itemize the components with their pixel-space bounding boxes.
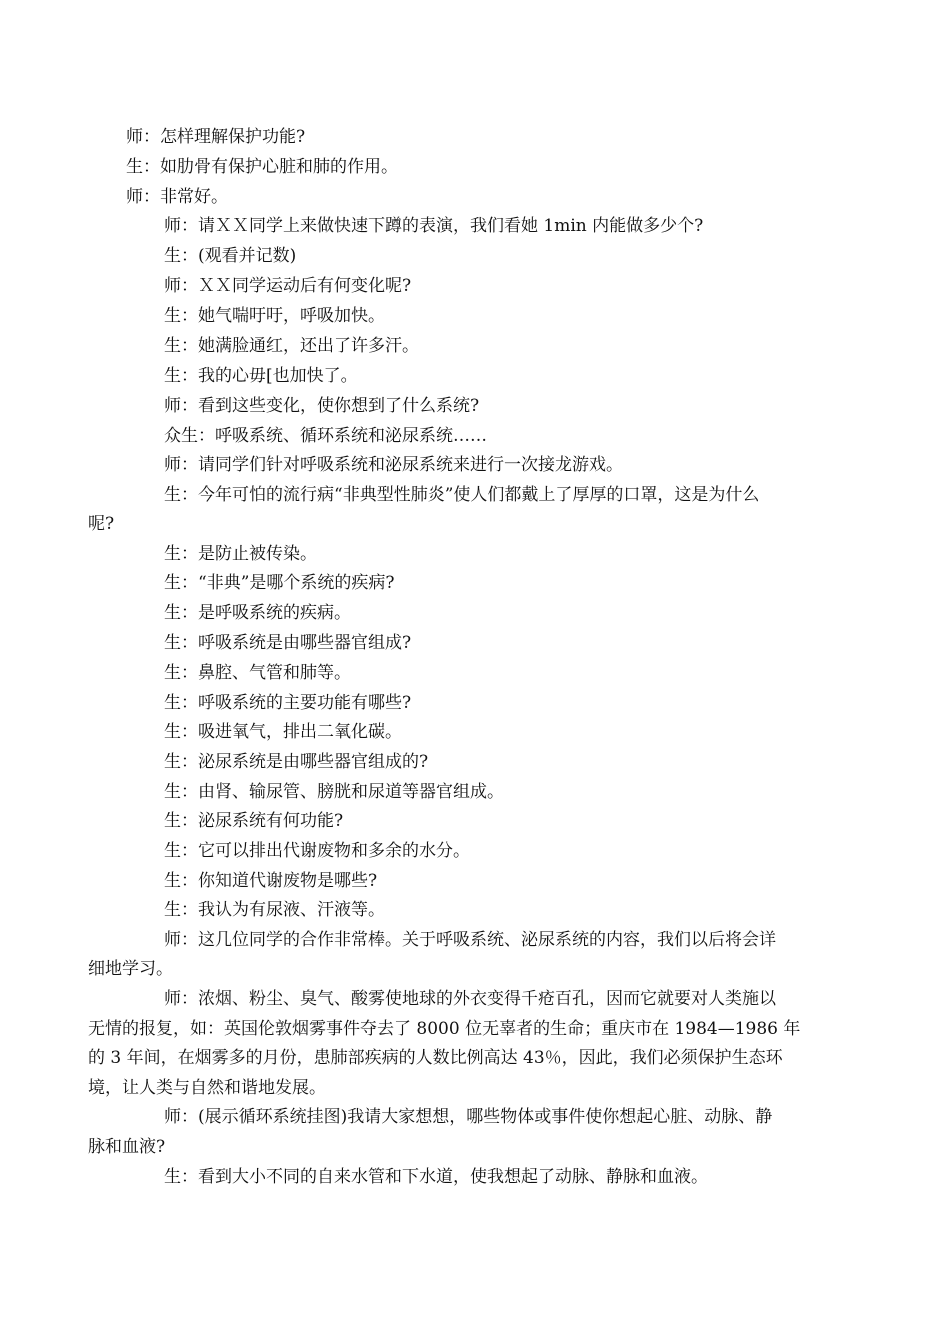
text-line: 师：这几位同学的合作非常棒。关于呼吸系统、泌尿系统的内容，我们以后将会详 — [164, 930, 776, 950]
text-line: 师：ＸＸ同学运动后有何变化呢? — [164, 276, 412, 296]
text-line: 生：看到大小不同的自来水管和下水道，使我想起了动脉、静脉和血液。 — [164, 1167, 708, 1187]
text-line: 生：是防止被传染。 — [164, 544, 317, 564]
text-line: 生：泌尿系统是由哪些器官组成的? — [164, 752, 429, 772]
text-line: 细地学习。 — [88, 959, 173, 979]
text-line: 生：它可以排出代谢废物和多余的水分。 — [164, 841, 470, 861]
text-line: 师：浓烟、粉尘、臭气、酸雾使地球的外衣变得千疮百孔，因而它就要对人类施以 — [164, 989, 776, 1009]
text-line: 师：请ＸＸ同学上来做快速下蹲的表演，我们看她 1min 内能做多少个? — [164, 216, 704, 236]
text-line: 生：呼吸系统是由哪些器官组成? — [164, 633, 412, 653]
text-line: 生：我认为有尿液、汗液等。 — [164, 900, 385, 920]
text-line: 生：你知道代谢废物是哪些? — [164, 871, 378, 891]
text-line: 生：如肋骨有保护心脏和肺的作用。 — [126, 157, 398, 177]
text-line: 生：鼻腔、气管和肺等。 — [164, 663, 351, 683]
text-line: 生：吸进氧气，排出二氧化碳。 — [164, 722, 402, 742]
text-line: 生：(观看并记数) — [164, 246, 297, 266]
text-line: 生：是呼吸系统的疾病。 — [164, 603, 351, 623]
text-line: 生：呼吸系统的主要功能有哪些? — [164, 693, 412, 713]
text-line: 师：(展示循环系统挂图)我请大家想想，哪些物体或事件使你想起心脏、动脉、静 — [164, 1107, 773, 1127]
text-line: 境，让人类与自然和谐地发展。 — [88, 1078, 326, 1098]
text-line: 生：“非典”是哪个系统的疾病? — [164, 573, 395, 593]
text-line: 的 3 年间，在烟雾多的月份，患肺部疾病的人数比例高达 43％，因此，我们必须保护生态环 — [88, 1048, 783, 1068]
text-line: 生：由肾、输尿管、膀胱和尿道等器官组成。 — [164, 782, 504, 802]
text-line: 众生：呼吸系统、循环系统和泌尿系统…… — [164, 426, 487, 446]
text-line: 无情的报复，如：英国伦敦烟雾事件夺去了 8000 位无辜者的生命；重庆市在 1984—1986 年 — [88, 1019, 801, 1039]
text-line: 师：请同学们针对呼吸系统和泌尿系统来进行一次接龙游戏。 — [164, 455, 623, 475]
text-line: 生：她满脸通红，还出了许多汗。 — [164, 336, 419, 356]
text-line: 呢? — [88, 514, 115, 534]
text-line: 师：非常好。 — [126, 187, 228, 207]
text-line: 生：今年可怕的流行病“非典型性肺炎”使人们都戴上了厚厚的口罩，这是为什么 — [164, 485, 760, 505]
text-line: 生：她气喘吁吁，呼吸加快。 — [164, 306, 385, 326]
text-line: 生：我的心毋[也加快了。 — [164, 366, 358, 386]
text-line: 生：泌尿系统有何功能? — [164, 811, 344, 831]
text-line: 师：怎样理解保护功能? — [126, 127, 306, 147]
text-line: 师：看到这些变化，使你想到了什么系统? — [164, 396, 480, 416]
text-line: 脉和血液? — [88, 1137, 166, 1157]
